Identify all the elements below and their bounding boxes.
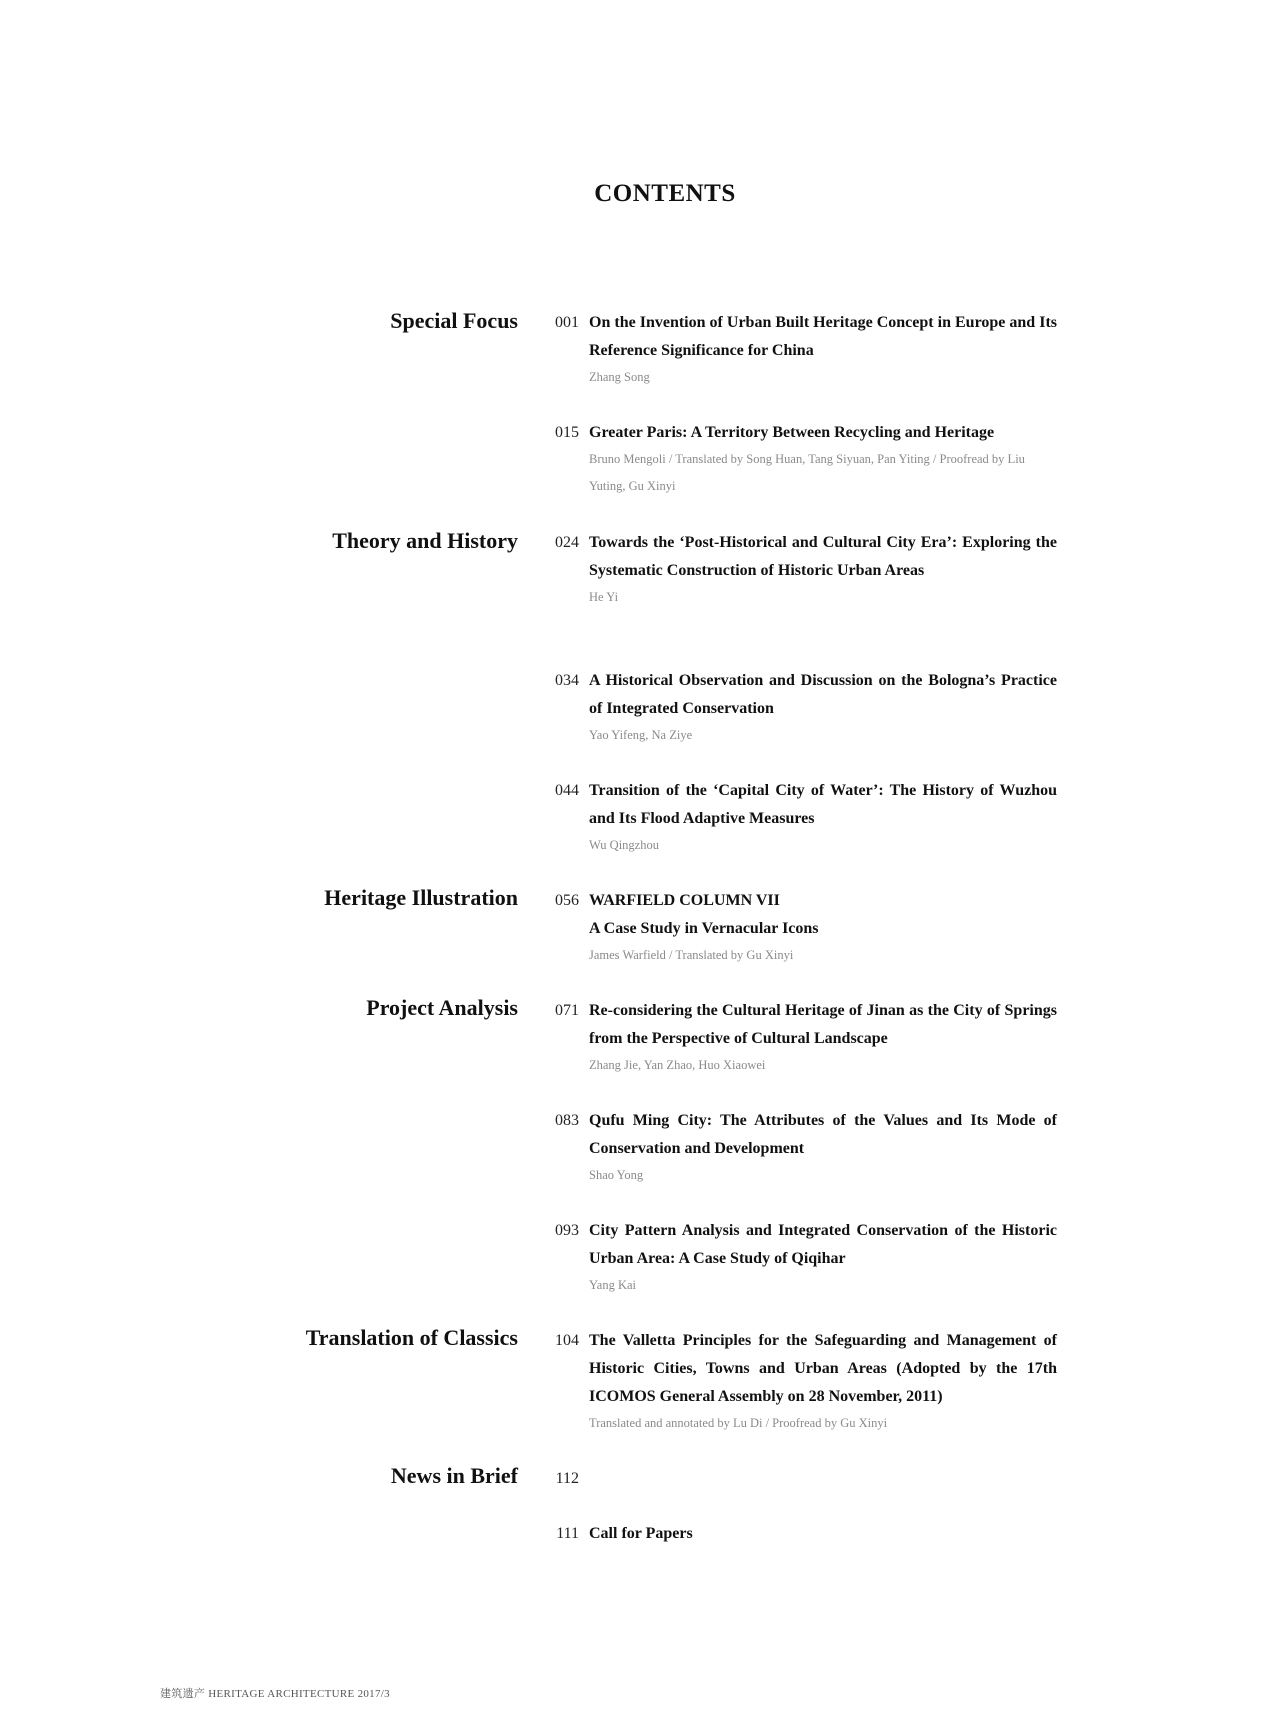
page-number: 001 — [555, 314, 579, 331]
entry-authors: Zhang Song — [589, 370, 650, 384]
toc-entry[interactable] — [549, 777, 1057, 859]
page-number: 015 — [555, 424, 579, 441]
page-number: 034 — [555, 672, 579, 689]
page-number: 083 — [555, 1112, 579, 1129]
toc-entry[interactable] — [549, 1520, 1057, 1548]
toc-entry[interactable] — [549, 887, 1057, 969]
toc-entry[interactable] — [549, 1107, 1057, 1189]
toc-entry[interactable] — [549, 997, 1057, 1079]
entry-authors: He Yi — [589, 590, 619, 604]
entry-authors: Translated and annotated by Lu Di / Proofread by Gu Xinyi — [589, 1416, 888, 1430]
toc-entry[interactable] — [549, 419, 1057, 500]
entry-title: Transition of the ‘Capital City of Water’: The History of Wuzhou and Its Flood Adaptive Measures — [589, 782, 1057, 827]
page-number: 044 — [555, 782, 579, 799]
page-number: 024 — [555, 534, 579, 551]
entry-title: A Historical Observation and Discussion on the Bologna’s Practice of Integrated Conservation — [589, 672, 1057, 717]
entry-subtitle: A Case Study in Vernacular Icons — [589, 920, 819, 937]
entry-authors: James Warfield / Translated by Gu Xinyi — [589, 948, 794, 962]
toc-entry[interactable] — [549, 1217, 1057, 1299]
page-number: 071 — [555, 1002, 579, 1019]
entry-authors: Wu Qingzhou — [589, 838, 659, 852]
entry-title: The Valletta Principles for the Safeguarding and Management of Historic Cities, Towns and Urban Areas (Adopted by the 17th ICOMOS General Assembly on 28 November, 2011) — [589, 1332, 1057, 1405]
entry-title: WARFIELD COLUMN VII — [589, 892, 780, 909]
entry-authors: Yao Yifeng, Na Ziye — [589, 728, 693, 742]
section-label-translation-classics: Translation of Classics — [305, 1325, 518, 1350]
entry-authors: Yang Kai — [589, 1278, 636, 1292]
toc-entry[interactable] — [549, 309, 1057, 391]
page-number: 056 — [555, 892, 579, 909]
section-label-project-analysis: Project Analysis — [366, 995, 518, 1020]
entry-title: On the Invention of Urban Built Heritage Concept in Europe and Its Reference Significance for China — [589, 314, 1057, 359]
entry-title: Call for Papers — [589, 1525, 693, 1542]
section-label-special-focus: Special Focus — [390, 308, 518, 333]
page-number: 104 — [555, 1332, 579, 1349]
page-number: 111 — [556, 1525, 579, 1542]
entry-title: Towards the ‘Post-Historical and Cultural City Era’: Exploring the Systematic Construction of Historic Urban Areas — [589, 534, 1057, 579]
page-title: CONTENTS — [594, 180, 736, 207]
page-number: 093 — [555, 1222, 579, 1239]
page-number: 112 — [555, 1470, 579, 1487]
running-footer: 建筑遗产 HERITAGE ARCHITECTURE 2017/3 — [160, 1688, 390, 1700]
section-label-heritage-illustration: Heritage Illustration — [324, 885, 518, 910]
entry-authors: Shao Yong — [589, 1168, 644, 1182]
entry-title: Re-considering the Cultural Heritage of Jinan as the City of Springs from the Perspective of Cultural Landscape — [589, 1002, 1057, 1047]
entry-authors: Bruno Mengoli / Translated by Song Huan, Tang Siyuan, Pan Yiting / Proofread by Liu Yuting, Gu Xinyi — [589, 452, 1025, 493]
section-label-news-brief: News in Brief — [390, 1463, 518, 1488]
entry-title: Qufu Ming City: The Attributes of the Values and Its Mode of Conservation and Development — [589, 1112, 1057, 1157]
entry-title: Greater Paris: A Territory Between Recycling and Heritage — [589, 424, 995, 441]
entry-authors: Zhang Jie, Yan Zhao, Huo Xiaowei — [589, 1058, 766, 1072]
toc-entry[interactable] — [549, 1327, 1057, 1437]
toc-entry[interactable] — [549, 667, 1057, 749]
toc-entry[interactable] — [549, 529, 1057, 611]
entry-title: City Pattern Analysis and Integrated Conservation of the Historic Urban Area: A Case Study of Qiqihar — [589, 1222, 1057, 1267]
section-label-theory-history: Theory and History — [332, 528, 518, 553]
